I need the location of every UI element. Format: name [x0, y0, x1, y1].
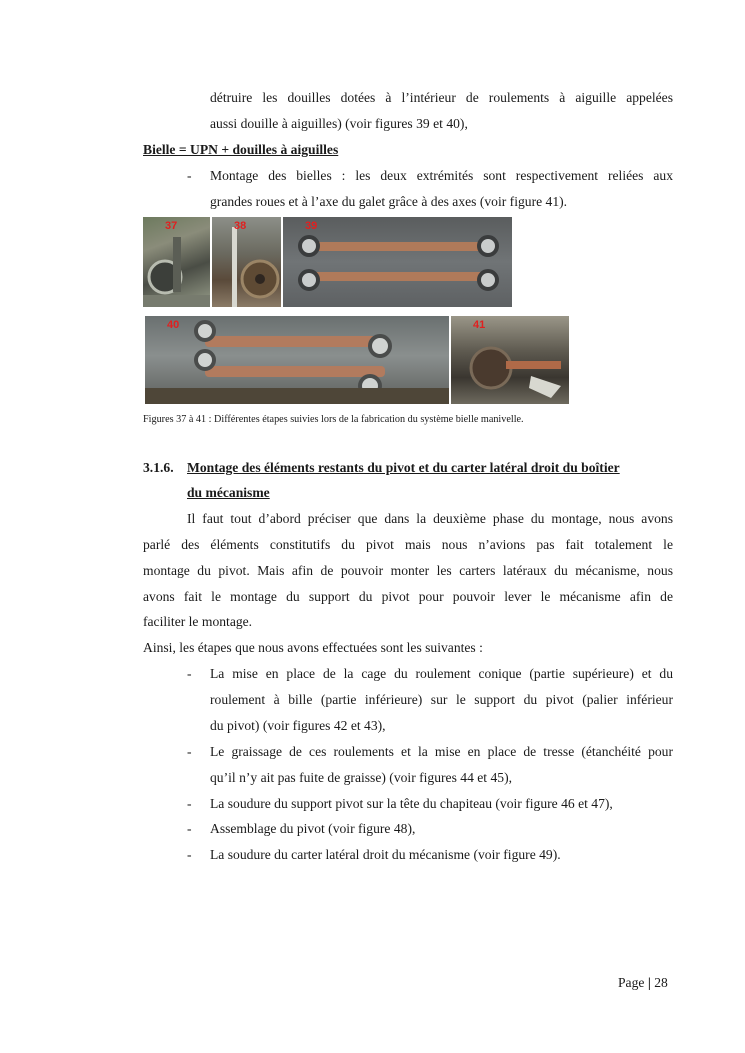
- figure-41-shapes: [451, 316, 569, 404]
- step-5-dash: -: [187, 847, 192, 862]
- intro-line-2: aussi douille à aiguilles) (voir figures 39 et 40),: [210, 116, 468, 131]
- paragraph-line-5: faciliter le montage.: [143, 614, 253, 629]
- step-2-dash: -: [187, 744, 192, 759]
- bielle-heading: Bielle = UPN + douilles à aiguilles: [143, 142, 339, 157]
- bullet-dash: -: [187, 168, 192, 183]
- section-number: 3.1.6.: [143, 460, 174, 475]
- step-1-line-2: roulement à bille (partie inférieure) sur le support du pivot (palier inférieur: [210, 692, 673, 707]
- section-title-line-1: Montage des éléments restants du pivot et du carter latéral droit du boîtier: [187, 460, 620, 475]
- section-title-line-2: du mécanisme: [187, 485, 270, 500]
- figure-40-shapes: [145, 316, 449, 404]
- step-5-line-1: La soudure du carter latéral droit du mécanisme (voir figure 49).: [210, 847, 561, 862]
- page-separator: |: [647, 975, 651, 990]
- figure-label-37: 37: [165, 220, 178, 232]
- step-3-line-1: La soudure du support pivot sur la tête du chapiteau (voir figure 46 et 47),: [210, 796, 613, 811]
- figure-label-40: 40: [167, 319, 180, 331]
- figure-label-41: 41: [473, 319, 486, 331]
- page-footer: [618, 974, 668, 992]
- step-2-line-1: Le graissage de ces roulements et la mise en place de tresse (étanchéité pour: [210, 744, 673, 759]
- figure-label-39: 39: [305, 220, 318, 232]
- paragraph-line-3: montage du pivot. Mais afin de pouvoir monter les carters latéraux du mécanisme, nous: [143, 563, 673, 578]
- page-label: Page: [618, 975, 645, 990]
- step-4-dash: -: [187, 821, 192, 836]
- figure-37-photo: [143, 217, 210, 307]
- steps-intro: Ainsi, les étapes que nous avons effectuées sont les suivantes :: [143, 640, 483, 655]
- step-1-line-3: du pivot) (voir figures 42 et 43),: [210, 718, 386, 733]
- step-3-dash: -: [187, 796, 192, 811]
- figure-38-photo: [212, 217, 281, 307]
- step-4-line-1: Assemblage du pivot (voir figure 48),: [210, 821, 416, 836]
- figure-39-photo: [283, 217, 512, 307]
- paragraph-line-4: avons fait le montage du support du pivot pour pouvoir lever le mécanisme afin de: [143, 589, 673, 604]
- figure-41-photo: [451, 316, 569, 404]
- figure-label-38: 38: [234, 220, 247, 232]
- bielle-bullet-line-1: Montage des bielles : les deux extrémités sont respectivement reliées aux: [210, 168, 673, 183]
- step-2-line-2: qu’il n’y ait pas fuite de graisse) (voir figures 44 et 45),: [210, 770, 512, 785]
- paragraph-line-2: parlé des éléments constitutifs du pivot mais nous n’avions pas fait totalement le: [143, 537, 673, 552]
- figure-39-shapes: [283, 217, 512, 307]
- bielle-bullet-line-2: grandes roues et à l’axe du galet grâce à des axes (voir figure 41).: [210, 194, 568, 209]
- paragraph-line-1: Il faut tout d’abord préciser que dans la deuxième phase du montage, nous avons: [187, 511, 673, 526]
- figure-38-shapes: [212, 217, 281, 307]
- intro-line-1: détruire les douilles dotées à l’intérieur de roulements à aiguille appelées: [210, 90, 673, 105]
- page-number: 28: [654, 975, 668, 990]
- figure-40-photo: [145, 316, 449, 404]
- step-1-dash: -: [187, 666, 192, 681]
- figure-caption: Figures 37 à 41 : Différentes étapes suivies lors de la fabrication du système bielle manivelle.: [143, 414, 524, 425]
- step-1-line-1: La mise en place de la cage du roulement conique (partie supérieure) et du: [210, 666, 673, 681]
